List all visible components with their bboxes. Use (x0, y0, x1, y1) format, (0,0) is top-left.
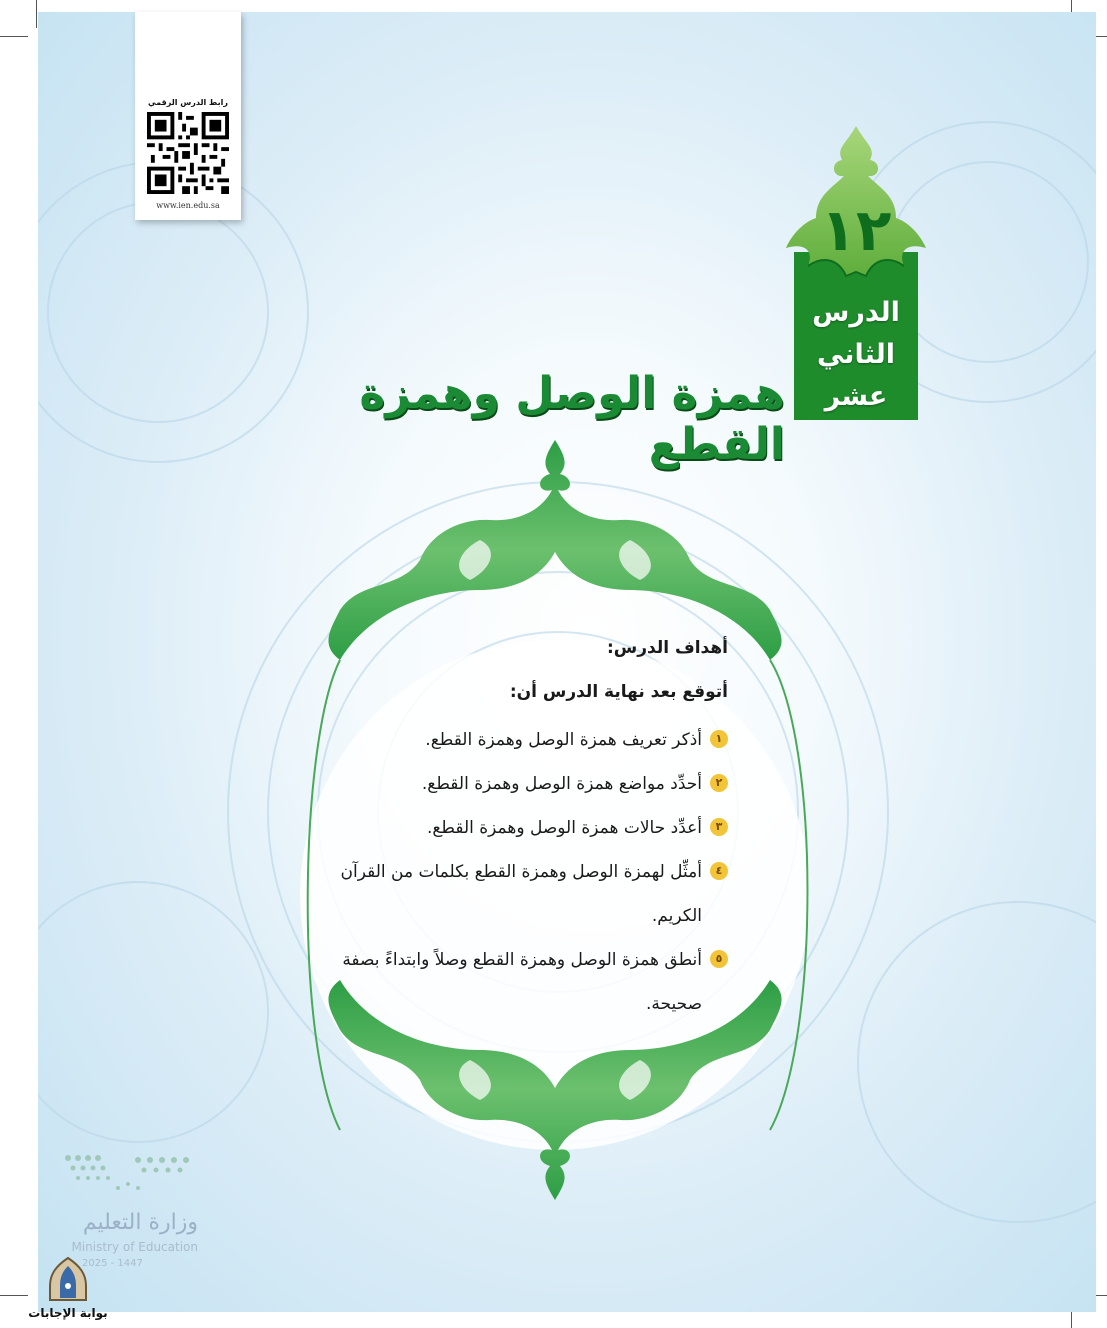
objective-text: أذكر تعريف همزة الوصل وهمزة القطع. (425, 730, 702, 750)
objectives-panel (320, 630, 728, 1026)
objective-item (320, 850, 728, 938)
objective-item (320, 718, 728, 762)
qr-card[interactable] (135, 12, 241, 220)
qr-code-icon[interactable] (147, 112, 229, 194)
objective-number: ٣ (710, 818, 728, 836)
ministry-name-en: Ministry of Education (71, 1240, 198, 1254)
objective-number: ٢ (710, 774, 728, 792)
objective-item (320, 762, 728, 806)
objective-number: ١ (710, 730, 728, 748)
pen-nib-icon (28, 1256, 108, 1302)
objectives-heading: أهداف الدرس: (606, 638, 728, 658)
objective-number: ٥ (710, 950, 728, 968)
objective-text: أنطق همزة الوصل وهمزة القطع وصلاً وابتداءً بصفة صحيحة. (342, 950, 702, 1014)
objective-number: ٤ (710, 862, 728, 880)
crop-mark (36, 0, 37, 28)
objective-item (320, 938, 728, 1026)
lesson-number: ١٢ (820, 196, 892, 264)
objectives-intro: أتوقع بعد نهاية الدرس أن: (509, 682, 728, 702)
ministry-name-ar: وزارة التعليم (82, 1210, 198, 1235)
objective-text: أمثِّل لهمزة الوصل وهمزة القطع بكلمات من القرآن الكريم. (340, 862, 702, 926)
lesson-label-line: عشر (824, 381, 888, 412)
objective-text: أحدِّد مواضع همزة الوصل وهمزة القطع. (421, 774, 702, 794)
portal-label: بوابة الإجابات (28, 1306, 108, 1320)
lesson-badge (786, 126, 926, 420)
ministry-dots-icon (58, 1150, 198, 1202)
crop-mark (0, 36, 28, 37)
lesson-label-line: الثاني (816, 339, 895, 370)
answers-portal-logo[interactable] (28, 1256, 108, 1320)
objective-text: أعدِّد حالات همزة الوصل وهمزة القطع. (426, 818, 702, 838)
lesson-label (796, 292, 916, 418)
lesson-label-line: الدرس (812, 297, 900, 328)
lesson-title: همزة الوصل وهمزة القطع (359, 368, 785, 470)
qr-url[interactable]: www.ien.edu.sa (156, 201, 220, 210)
ministry-year: 2025 - 1447 (82, 1258, 143, 1269)
crop-mark (0, 1295, 28, 1296)
objective-item (320, 806, 728, 850)
qr-caption: رابط الدرس الرقمي (148, 98, 228, 107)
